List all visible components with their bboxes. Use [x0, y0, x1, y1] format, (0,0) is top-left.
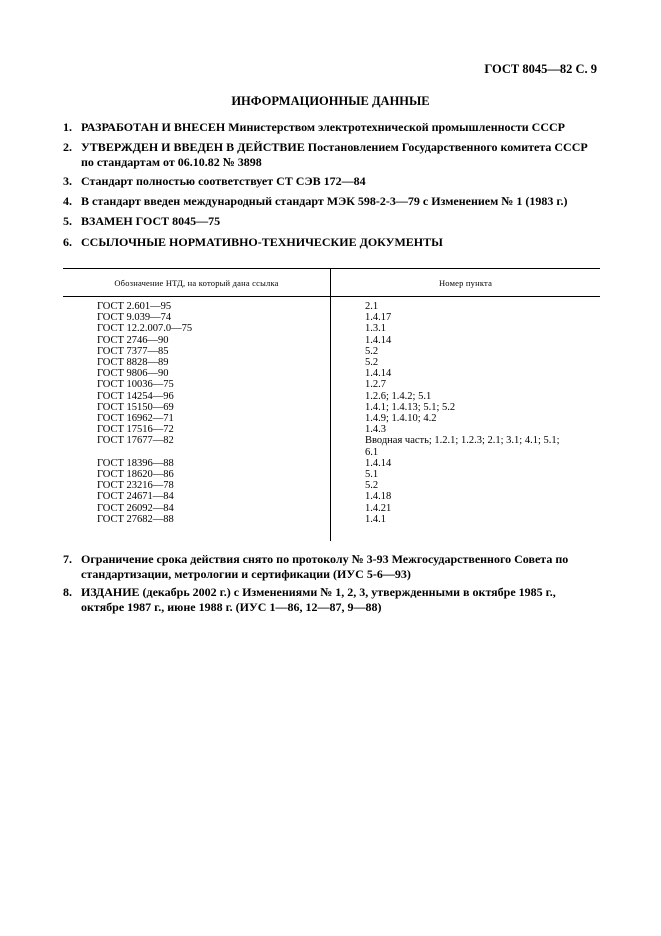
clause-cell: 1.2.6; 1.4.2; 5.1: [365, 390, 432, 402]
designation-cell: ГОСТ 14254—96: [97, 390, 174, 402]
clause-cell: 1.4.1: [365, 513, 386, 525]
table-header-rule: [63, 296, 600, 297]
item-number: 2.: [63, 140, 72, 154]
info-item-8: [63, 585, 601, 615]
item-number: 6.: [63, 235, 72, 249]
table-row: [63, 301, 600, 312]
table-row: [63, 346, 600, 357]
designation-cell: ГОСТ 9806—90: [97, 368, 169, 380]
designation-cell: ГОСТ 8828—89: [97, 357, 169, 369]
item-number: 1.: [63, 120, 72, 134]
item-number: 7.: [63, 552, 72, 566]
table-row: [63, 323, 600, 334]
item-heading: ВЗАМЕН ГОСТ 8045—75: [81, 214, 221, 228]
clause-cell: 1.4.3: [365, 424, 386, 436]
info-item-1: [63, 120, 601, 135]
designation-cell: ГОСТ 2.601—95: [97, 301, 172, 312]
designation-cell: ГОСТ 24671—84: [97, 491, 174, 503]
item-text: Министерством электротехнической промышленности СССР: [225, 120, 566, 134]
table-row: [63, 379, 600, 390]
info-item-4: [63, 194, 601, 209]
info-item-2: [63, 140, 601, 170]
designation-cell: ГОСТ 17516—72: [97, 424, 174, 436]
designation-cell: ГОСТ 18396—88: [97, 457, 174, 469]
designation-cell: ГОСТ 26092—84: [97, 502, 174, 514]
clause-cell: 1.4.9; 1.4.10; 4.2: [365, 413, 437, 425]
table-row: [63, 391, 600, 402]
designation-cell: ГОСТ 16962—71: [97, 413, 174, 425]
table-top-rule: [63, 268, 600, 269]
designation-cell: ГОСТ 17677—82: [97, 435, 174, 447]
designation-cell: ГОСТ 27682—88: [97, 513, 174, 525]
table-row: [63, 458, 600, 469]
item-text: В стандарт введен международный стандарт МЭК 598-2-3—79 с Изменением № 1 (1983 г.): [81, 194, 568, 208]
table-row: [63, 469, 600, 480]
designation-cell: ГОСТ 7377—85: [97, 345, 169, 357]
table-row: [63, 312, 600, 323]
clause-cell: 2.1: [365, 301, 379, 312]
table-row: [63, 503, 600, 514]
item-heading: ИЗДАНИЕ: [81, 585, 140, 599]
item-heading: РАЗРАБОТАН И ВНЕСЕН: [81, 120, 226, 134]
table-row: [63, 435, 600, 457]
item-text: Стандарт полностью соответствует СТ СЭВ 172—84: [81, 174, 366, 188]
table-row: [63, 514, 600, 525]
table-row: [63, 424, 600, 435]
item-number: 4.: [63, 194, 72, 208]
table-row: [63, 413, 600, 424]
clause-cell: 1.3.1: [365, 323, 386, 335]
info-item-6: [63, 235, 601, 250]
info-item-7: [63, 552, 601, 582]
item-number: 3.: [63, 174, 72, 188]
item-heading: УТВЕРЖДЕН И ВВЕДЕН В ДЕЙСТВИЕ: [81, 140, 305, 154]
clause-cell: 1.2.7: [365, 379, 386, 391]
designation-cell: ГОСТ 15150—69: [97, 401, 174, 413]
table-header-clause: Номер пункта: [438, 278, 493, 288]
table-row: [63, 368, 600, 379]
page-reference: ГОСТ 8045—82 С. 9: [484, 62, 597, 76]
clause-cell: 5.2: [365, 480, 379, 492]
clause-cell: 1.4.18: [365, 491, 392, 503]
item-heading: ССЫЛОЧНЫЕ НОРМАТИВНО-ТЕХНИЧЕСКИЕ ДОКУМЕНТЫ: [81, 235, 443, 249]
clause-cell: 1.4.17: [365, 312, 392, 324]
clause-cell: 5.2: [365, 357, 379, 369]
clause-cell: 1.4.14: [365, 368, 392, 380]
clause-cell: 5.1: [365, 469, 379, 481]
clause-cell: 5.2: [365, 345, 379, 357]
clause-cell: 1.4.14: [365, 457, 392, 469]
references-table: [63, 268, 600, 541]
designation-cell: ГОСТ 10036—75: [97, 379, 174, 391]
clause-cell: 1.4.21: [365, 502, 392, 514]
info-item-3: [63, 174, 601, 189]
table-row: [63, 335, 600, 346]
info-item-5: [63, 214, 601, 229]
clause-cell: Вводная часть; 1.2.1; 1.2.3; 2.1; 3.1; 4.1; 5.1; 6.1: [365, 435, 560, 458]
designation-cell: ГОСТ 12.2.007.0—75: [97, 323, 193, 335]
designation-cell: ГОСТ 23216—78: [97, 480, 174, 492]
table-row: [63, 402, 600, 413]
table-row: [63, 480, 600, 491]
item-number: 5.: [63, 214, 72, 228]
designation-cell: ГОСТ 2746—90: [97, 334, 169, 346]
table-row: [63, 491, 600, 502]
designation-cell: ГОСТ 9.039—74: [97, 312, 172, 324]
table-body: [63, 301, 600, 525]
item-number: 8.: [63, 585, 72, 599]
item-text: (декабрь 2002 г.) с Изменениями № 1, 2, 3, утвержденными в октябре 1985 г., октябре 1987 г., июне 1988 г. (ИУС 1—86, 12—87, 9—88): [81, 585, 556, 614]
table-row: [63, 357, 600, 368]
item-text: Постановлением Государственного комитета СССР по стандартам от 06.10.82 № 3898: [81, 140, 588, 169]
clause-cell: 1.4.1; 1.4.13; 5.1; 5.2: [365, 401, 456, 413]
document-title: ИНФОРМАЦИОННЫЕ ДАННЫЕ: [231, 94, 430, 108]
table-header-designation: Обозначение НТД, на который дана ссылка: [114, 278, 279, 288]
clause-cell: 1.4.14: [365, 334, 392, 346]
item-text: Ограничение срока действия снято по протоколу № 3-93 Межгосударственного Совета по стандартизации, метрологии и сертификации (ИУС 5-6—93): [81, 552, 569, 581]
designation-cell: ГОСТ 18620—86: [97, 469, 174, 481]
